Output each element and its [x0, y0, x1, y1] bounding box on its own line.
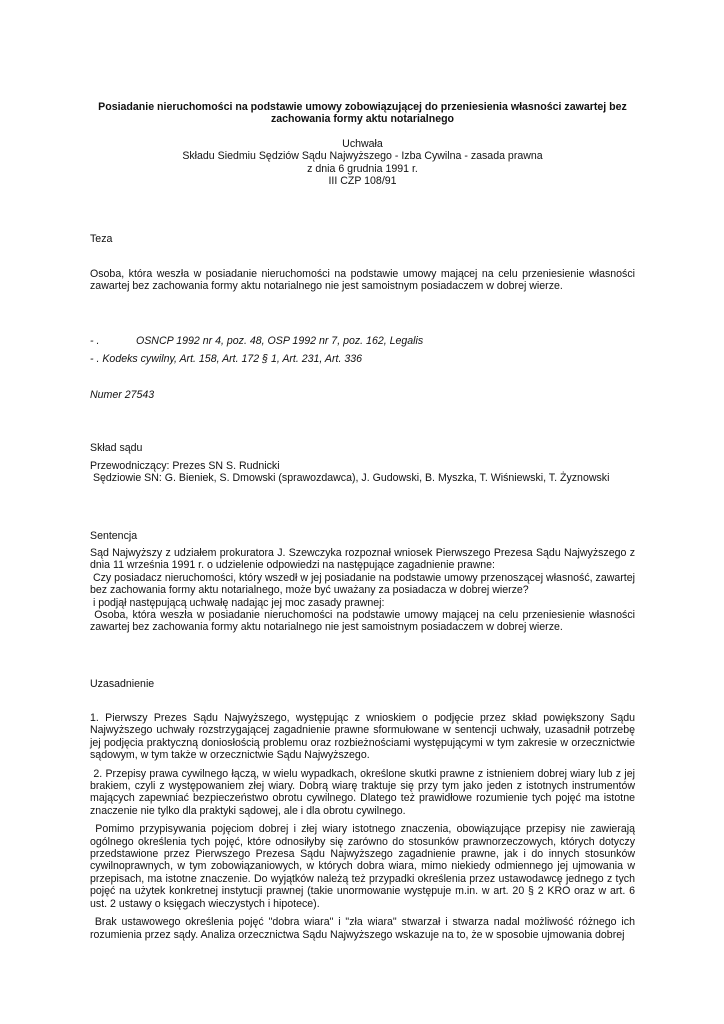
- sentencja-resolution-intro: i podjął następującą uchwałę nadając jej moc zasady prawnej:: [90, 596, 385, 609]
- sentencja-question: Czy posiadacz nieruchomości, który wszedł w jej posiadanie na podstawie umowy przenoszącej własność, zawartej bez zachowania formy aktu notarialnego, może być uważany za posiadacza w dobrej wierze?: [90, 571, 638, 597]
- sentencja-body: [90, 547, 638, 634]
- teza-text: Osoba, która weszła w posiadanie nieruchomości na podstawie umowy mającej na celu przeniesienie własności zawartej bez zachowania formy aktu notarialnego nie jest samoistnym posiadaczem w dobrej wierze.: [90, 268, 635, 293]
- references-line-1: [90, 335, 635, 347]
- document-number: Numer 27543: [90, 389, 155, 401]
- reference-sources: OSNCP 1992 nr 4, poz. 48, OSP 1992 nr 7, poz. 162, Legalis: [136, 335, 424, 347]
- court-composition: Składu Siedmiu Sędziów Sądu Najwyższego - Izba Cywilna - zasada prawna: [182, 150, 543, 163]
- sentencja-paragraph: Sąd Najwyższy z udziałem prokuratora J. Szewczyka rozpoznał wniosek Pierwszego Prezesa Sądu Najwyższego z dnia 11 września 1991 r. o udzielenie odpowiedzi na następujące zagadnienie prawne:: [90, 547, 635, 572]
- references-line-2: - . Kodeks cywilny, Art. 158, Art. 172 § 1, Art. 231, Art. 336: [90, 353, 363, 365]
- uzasadnienie-body: [90, 712, 638, 941]
- sentencja-heading: Sentencja: [90, 530, 138, 542]
- uzasadnienie-paragraph-2: 2. Przepisy prawa cywilnego łączą, w wielu wypadkach, określone skutki prawne z istnieniem dobrej wiary lub z jej brakiem, czyli z występowaniem złej wiary. Dobrą wiarę traktuje się przy tym jako jeden z istotnych instrumentów mających zapewniać bezpieczeństwo obrotu cywilnego. Dlatego też prawidłowe rozumienie tych pojęć ma istotne znaczenie nie tylko dla praktyki sądowej, ale i dla obrotu cywilnego.: [90, 767, 638, 817]
- document-title: Posiadanie nieruchomości na podstawie umowy zobowiązującej do przeniesienia własności zawartej bez zachowania formy aktu notarialnego: [98, 101, 627, 126]
- case-signature: III CZP 108/91: [328, 175, 397, 188]
- reference-prefix: - .: [90, 335, 100, 347]
- uzasadnienie-paragraph-1: 1. Pierwszy Prezes Sądu Najwyższego, występując z wnioskiem o podjęcie przez skład powiększony Sądu Najwyższego uchwały rozstrzygającej zagadnienie prawne sformułowane w sentencji uchwały, uzasadnił potrzebę jej podjęcia praktyczną doniosłością problemu oraz rozbieżnościami występującymi w tym zakresie w orzecznictwie sądowym, w tym także w orzecznictwie Sądu Najwyższego.: [90, 712, 635, 762]
- teza-heading: Teza: [90, 233, 113, 245]
- sklad-judges: Sędziowie SN: G. Bieniek, S. Dmowski (sprawozdawca), J. Gudowski, B. Myszka, T. Wiśniewski, T. Żyznowski: [90, 472, 610, 484]
- sklad-heading: Skład sądu: [90, 442, 143, 454]
- uzasadnienie-heading: Uzasadnienie: [90, 678, 155, 690]
- uzasadnienie-paragraph-3: Pomimo przypisywania pojęciom dobrej i złej wiary istotnego znaczenia, obowiązujące przepisy nie zawierają ogólnego określenia tych pojęć, które odnosiłyby się zarówno do stosunków prawnorzeczowych, których dotyczy przedstawione przez Pierwszego Prezesa Sądu Najwyższego zagadnienie prawne, jak i do innych stosunków cywilnoprawnych, w tym zobowiązaniowych, w których dobra wiara, mimo niekiedy odmiennego jej ujmowania w przepisach, ma istotne znaczenie. Do wyjątków należą też przypadki określenia przez ustawodawcę jednego z tych pojęć na użytek konkretnej instytucji prawnej (takie unormowanie występuje m.in. w art. 20 § 2 KRO oraz w art. 6 ust. 2 ustawy o księgach wieczystych i hipotece).: [90, 823, 638, 910]
- sentencja-resolution: Osoba, która weszła w posiadanie nieruchomości na podstawie umowy mającej na celu przeniesienie własności zawartej bez zachowania formy aktu notarialnego nie jest samoistnym posiadaczem w dobrej wierze.: [90, 609, 638, 634]
- uzasadnienie-paragraph-4: Brak ustawowego określenia pojęć "dobra wiara" i "zła wiara" stwarzał i stwarza nadal możliwość różnego ich rozumienia przez sądy. Analiza orzecznictwa Sądu Najwyższego wskazuje na to, że w sposobie ujmowania dobrej: [90, 916, 638, 941]
- document-header: [90, 138, 635, 188]
- resolution-type: Uchwała: [342, 138, 383, 150]
- sklad-chairman: Przewodniczący: Prezes SN S. Rudnicki: [90, 460, 280, 472]
- resolution-date: z dnia 6 grudnia 1991 r.: [307, 162, 418, 175]
